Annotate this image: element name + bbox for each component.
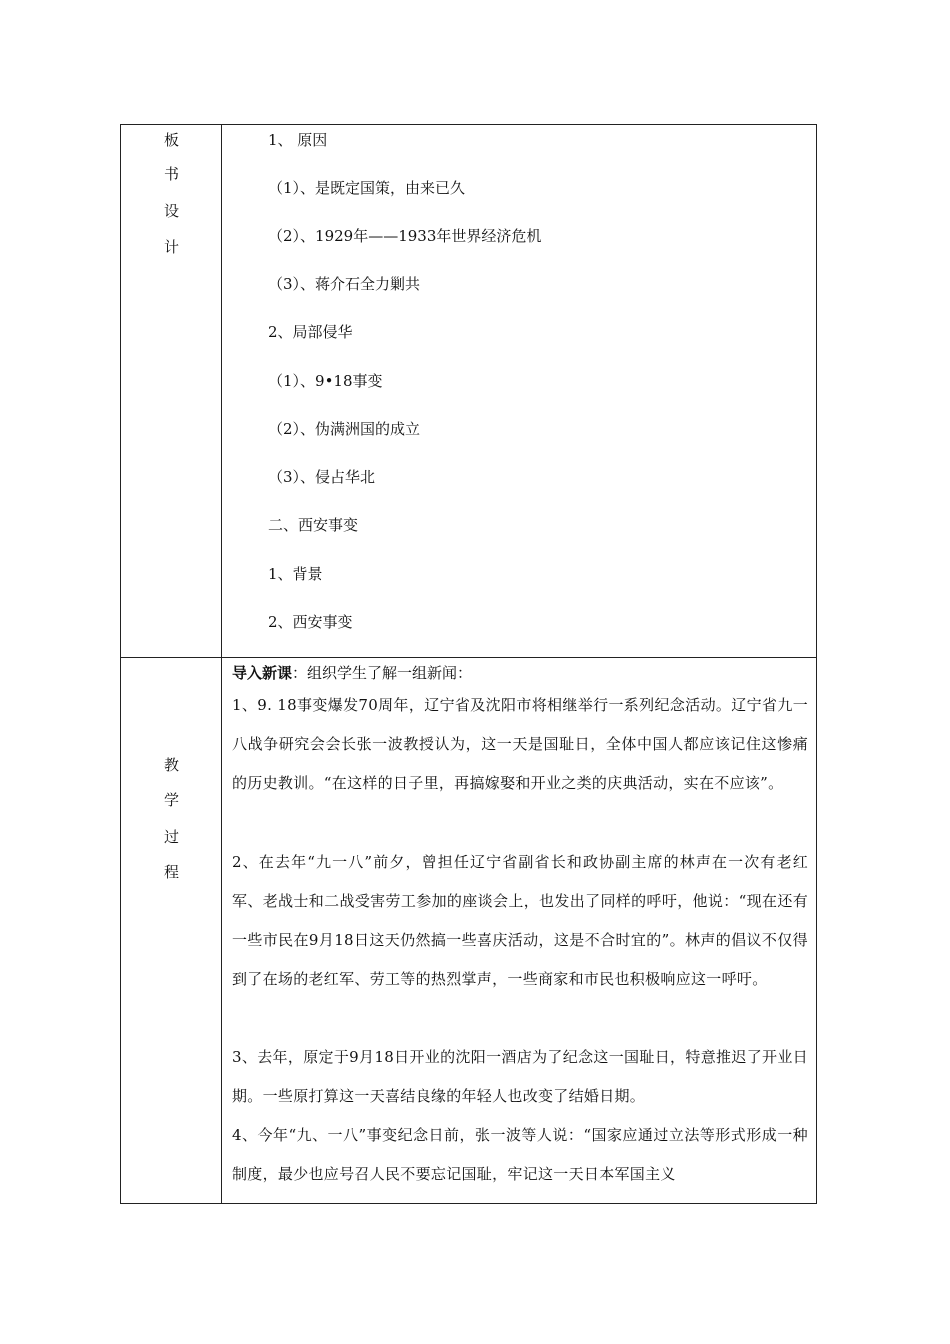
board-line: 2、西安事变 [268, 613, 353, 631]
intro-heading [232, 664, 472, 682]
intro-heading-bold: 导入新课 [232, 664, 293, 682]
news-paragraph: 3、去年，原定于9月18日开业的沈阳一酒店为了纪念这一国耻日，特意推迟了开业日期。一些原打算这一天喜结良缘的年轻人也改变了结婚日期。 [232, 1048, 808, 1105]
process-label-char: 过 [163, 828, 179, 846]
teaching-process-row [121, 657, 816, 1203]
board-line: 1、 原因 [268, 131, 328, 149]
board-design-label-cell [121, 125, 222, 657]
news-paragraph: 4、今年“九、一八”事变纪念日前，张一波等人说：“国家应通过立法等形式形成一种制度，最少也应号召人民不要忘记国耻，牢记这一天日本军国主义 [232, 1126, 808, 1183]
board-line: 2、局部侵华 [268, 323, 353, 341]
board-line: （2）、1929年——1933年世界经济危机 [268, 227, 542, 245]
news-paragraph: 1、9. 18事变爆发70周年，辽宁省及沈阳市将相继举行一系列纪念活动。辽宁省九一八战争研究会会长张一波教授认为，这一天是国耻日，全体中国人都应该记住这惨痛的历史教训。“在这样的日子里，再搞嫁娶和开业之类的庆典活动，实在不应该”。 [232, 696, 808, 792]
board-line: 二、西安事变 [268, 516, 359, 534]
process-label-char: 程 [163, 863, 179, 881]
teaching-process-label-cell [121, 658, 222, 1203]
board-line: （1）、是既定国策，由来已久 [268, 179, 466, 197]
board-line: 1、背景 [268, 565, 323, 583]
board-label-char: 设 [163, 202, 179, 220]
news-paragraph: 2、在去年“九一八”前夕，曾担任辽宁省副省长和政协副主席的林声在一次有老红军、老战士和二战受害劳工参加的座谈会上，也发出了同样的呼吁，他说：“现在还有一些市民在9月18日这天仍然搞一些喜庆活动，这是不合时宜的”。林声的倡议不仅得到了在场的老红军、劳工等的热烈掌声，一些商家和市民也积极响应这一呼吁。 [232, 853, 808, 988]
intro-heading-text: ：组织学生了解一组新闻： [292, 664, 473, 682]
board-label-char: 计 [163, 238, 179, 256]
board-design-row [121, 125, 816, 657]
board-line: （3）、蒋介石全力剿共 [268, 275, 421, 293]
board-label-char: 书 [163, 165, 179, 183]
board-line: （3）、侵占华北 [268, 468, 376, 486]
process-label-char: 学 [163, 791, 179, 809]
board-line: （2）、伪满洲国的成立 [268, 420, 421, 438]
board-line: （1）、9•18事变 [268, 372, 383, 390]
board-design-content [222, 125, 816, 657]
lesson-plan-table [120, 124, 817, 1204]
board-label-char: 板 [163, 131, 179, 149]
process-label-char: 教 [163, 756, 179, 774]
teaching-process-content [222, 658, 816, 1203]
